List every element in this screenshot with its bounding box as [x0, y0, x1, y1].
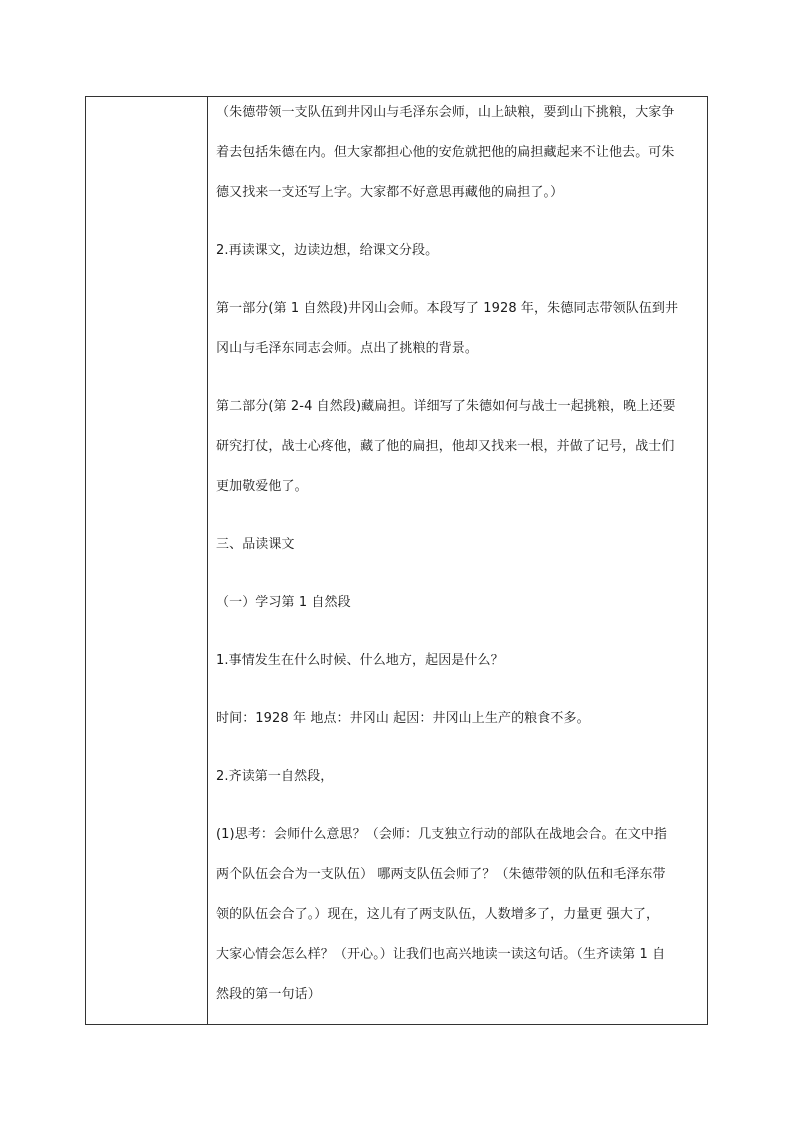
text-line: （朱德带领一支队伍到井冈山与毛泽东会师，山上缺粮，要到山下挑粮，大家争	[216, 105, 675, 120]
text-line: 大家心情会怎么样？（开心。）让我们也高兴地读一读这句话。（生齐读第 1 自	[216, 947, 666, 962]
text-line: 2.再读课文，边读边想，给课文分段。	[216, 243, 439, 258]
text-line: 第一部分(第 1 自然段)井冈山会师。本段写了 1928 年，朱德同志带领队伍到井	[216, 301, 679, 316]
paragraph	[216, 537, 701, 553]
text-line: 着去包括朱德在内。但大家都担心他的安危就把他的扁担藏起来不让他去。可朱	[216, 145, 675, 160]
left-column-cell	[86, 97, 207, 1024]
text-line: 研究打仗，战士心疼他，藏了他的扁担，他却又找来一根，并做了记号，战士们	[216, 439, 675, 454]
column-divider	[207, 97, 208, 1024]
paragraph	[216, 711, 701, 727]
paragraph	[216, 243, 701, 259]
paragraph	[216, 105, 701, 201]
paragraph	[216, 301, 701, 357]
text-line: 更加敬爱他了。	[216, 479, 308, 494]
paragraph	[216, 399, 701, 495]
text-line: 第二部分(第 2-4 自然段)藏扁担。详细写了朱德如何与战士一起挑粮，晚上还要	[216, 399, 676, 414]
text-line: 冈山与毛泽东同志会师。点出了挑粮的背景。	[216, 341, 479, 356]
text-line: 时间：1928 年 地点：井冈山 起因：井冈山上生产的粮食不多。	[216, 711, 590, 726]
text-line: (1)思考：会师什么意思？（会师：几支独立行动的部队在战地会合。在文中指	[216, 827, 668, 842]
text-line: （一）学习第 1 自然段	[216, 595, 351, 610]
text-line: 1.事情发生在什么时候、什么地方，起因是什么？	[216, 653, 504, 668]
text-line: 三、品读课文	[216, 537, 295, 552]
text-line: 领的队伍会合了。）现在，这儿有了两支队伍，人数增多了，力量更 强大了，	[216, 907, 660, 922]
paragraph	[216, 827, 701, 1003]
text-line: 德又找来一支还写上字。大家都不好意思再藏他的扁担了。）	[216, 185, 564, 200]
text-line: 2.齐读第一自然段，	[216, 769, 334, 784]
paragraph	[216, 769, 701, 785]
paragraph	[216, 595, 701, 611]
paragraph	[216, 653, 701, 669]
text-line: 两个队伍会合为一支队伍） 哪两支队伍会师了？（朱德带领的队伍和毛泽东带	[216, 867, 666, 882]
text-line: 然段的第一句话）	[216, 987, 321, 1002]
lesson-table	[85, 96, 708, 1025]
lesson-content-cell	[216, 105, 701, 1003]
